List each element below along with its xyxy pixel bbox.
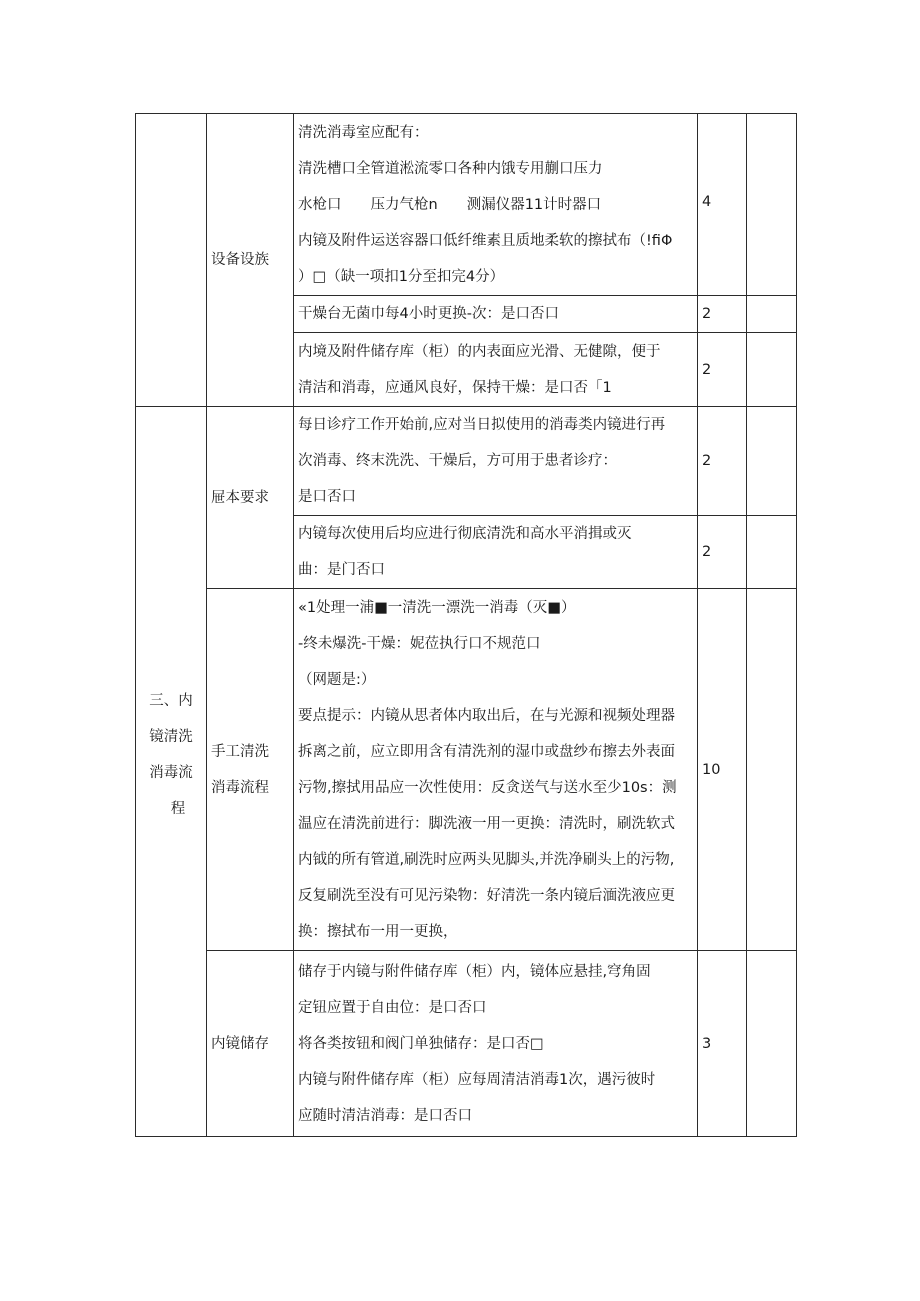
requirement-line: 每日诊疗工作开始前,应对当日拟使用的消毒类内镜进行再 bbox=[298, 417, 666, 433]
requirement-line: 内境及附件储存库（柜）的内表面应光滑、无健隙，便于 bbox=[298, 343, 661, 360]
score-cell: 2 bbox=[698, 407, 747, 516]
requirement-cell bbox=[294, 951, 698, 1137]
requirement-line: 内钺的所有管道,刷洗时应两头见脚头,并洗净刷头上的污物, bbox=[298, 851, 675, 868]
requirement-line: 反复刷洗至没有可见污染物：好清洗一条内镜后湎洗液应更 bbox=[298, 887, 675, 904]
requirement-line: 水枪口 压力气枪n 测漏仪器11计时器口 bbox=[298, 196, 602, 213]
score-cell: 2 bbox=[698, 516, 747, 589]
subcategory-cell: 内镜储存 bbox=[207, 951, 294, 1137]
subcategory-cell: 设备设族 bbox=[207, 114, 294, 407]
requirement-line: «1处理一浦■一清洗一漂洗一消毒（灭■） bbox=[298, 599, 576, 616]
remark-cell bbox=[747, 114, 797, 296]
requirement-line: 将各类按钮和阀门单独储存：是口否□ bbox=[298, 1035, 544, 1052]
requirement-line: （网题是:） bbox=[298, 671, 376, 688]
score-cell: 3 bbox=[698, 951, 747, 1137]
remark-cell bbox=[747, 951, 797, 1137]
requirement-line: 内镜每次使用后均应进行彻底清洗和高水平消揖或灭 bbox=[298, 526, 632, 542]
category-line: 消毒流 bbox=[149, 765, 193, 781]
requirement-line: 是口否口 bbox=[298, 489, 356, 505]
remark-cell bbox=[747, 589, 797, 951]
remark-cell bbox=[747, 516, 797, 589]
requirement-cell bbox=[294, 114, 698, 296]
requirement-line: 曲：是门否口 bbox=[298, 562, 385, 578]
score-cell: 2 bbox=[698, 333, 747, 407]
requirement-line: 清洁和消毒，应通风良好，保持干燥：是口否「1 bbox=[298, 379, 612, 396]
subcategory-cell: 屉本要求 bbox=[207, 407, 294, 589]
requirement-line: 次消毒、终末洗洗、干燥后，方可用于患者诊疗： bbox=[298, 453, 617, 469]
requirement-line: 定钮应置于自由位：是口否口 bbox=[298, 999, 487, 1016]
requirement-line: ）□（缺一项扣1分至扣完4分） bbox=[298, 268, 505, 285]
requirement-cell bbox=[294, 589, 698, 951]
requirement-line: 清洗消毒室应配有： bbox=[298, 124, 429, 141]
table-row bbox=[136, 407, 797, 516]
requirement-line: 清洗槽口全管道淞流零口各种内饿专用蒯口压力 bbox=[298, 160, 603, 177]
table-row bbox=[136, 589, 797, 951]
table-row bbox=[136, 951, 797, 1137]
category-line: 程 bbox=[170, 801, 186, 817]
requirement-line: 内镜及附件运送容器口低纤维素且质地柔软的擦拭布（!fiΦ bbox=[298, 232, 673, 249]
remark-cell bbox=[747, 296, 797, 333]
category-cell bbox=[136, 407, 207, 1137]
score-cell: 2 bbox=[698, 296, 747, 333]
inspection-table bbox=[135, 113, 797, 1137]
requirement-line: 应随时清洁消毒：是口否口 bbox=[298, 1107, 472, 1124]
score-cell: 10 bbox=[698, 589, 747, 951]
remark-cell bbox=[747, 407, 797, 516]
requirement-line: 要点提示：内镜从思者体内取出后，在与光源和视频处理器 bbox=[298, 707, 675, 724]
requirement-line: 换：擦拭布一用一更换， bbox=[298, 923, 458, 940]
table-row bbox=[136, 114, 797, 296]
requirement-line: 干燥台无菌巾每4小时更换-次：是口否口 bbox=[298, 306, 559, 322]
requirement-line: 温应在清洗前进行：脚洗液一用一更换：清洗时，刷洗软式 bbox=[298, 815, 675, 832]
requirement-line: 污物,擦拭用品应一次性使用：反贪送气与送水至少10s：测 bbox=[298, 779, 677, 796]
requirement-line: 内镜与附件储存库（柜）应每周清洁消毒1次，遇污彼时 bbox=[298, 1071, 656, 1088]
requirement-line: 储存于内镜与附件储存库（柜）内，镜体应悬挂,穹角固 bbox=[298, 963, 651, 980]
requirement-line: 拆离之前，应立即用含有清洗剂的湿巾或盘纱布擦去外表面 bbox=[298, 743, 675, 760]
subcategory-cell bbox=[207, 589, 294, 951]
remark-cell bbox=[747, 333, 797, 407]
requirement-cell bbox=[294, 407, 698, 516]
subcategory-line: 消毒流程 bbox=[211, 779, 269, 796]
requirement-cell bbox=[294, 296, 698, 333]
category-cell bbox=[136, 114, 207, 407]
category-line: 镜清洗 bbox=[149, 729, 193, 745]
requirement-cell bbox=[294, 516, 698, 589]
score-cell: 4 bbox=[698, 114, 747, 296]
requirement-cell bbox=[294, 333, 698, 407]
requirement-line: -终未爆洗-干燥：妮莅执行口不规范口 bbox=[298, 635, 541, 652]
category-line: 三、内 bbox=[149, 693, 193, 709]
subcategory-line: 手工清洗 bbox=[211, 743, 269, 760]
